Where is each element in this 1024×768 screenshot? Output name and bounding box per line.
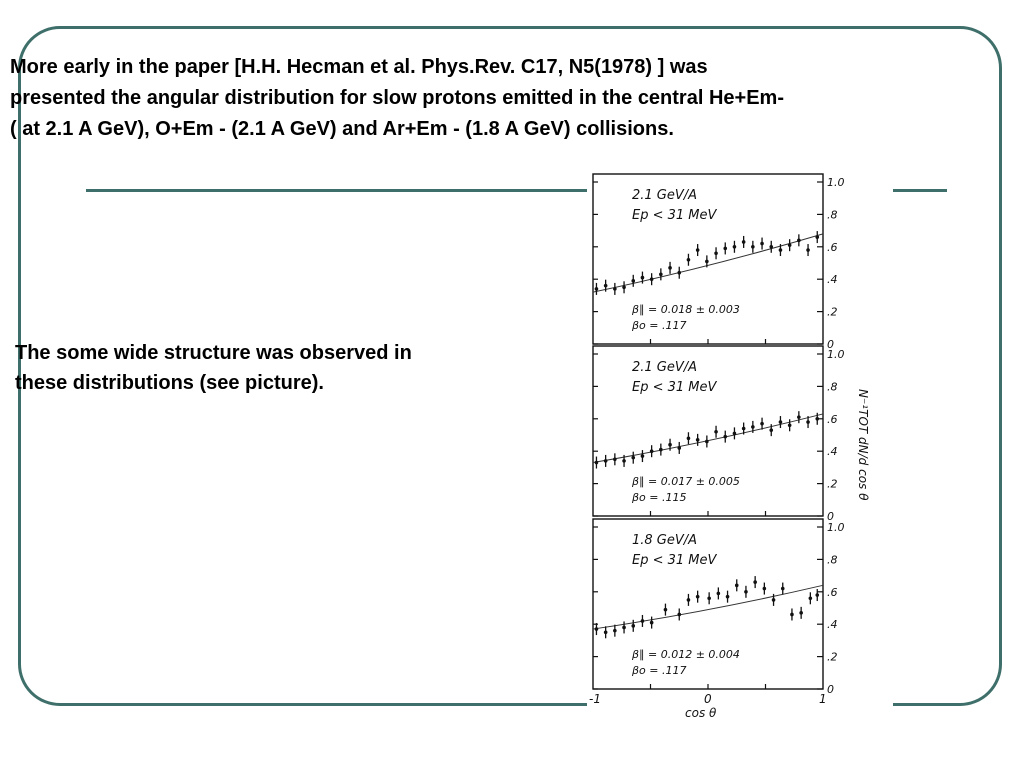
y-tick-label: 1.0 bbox=[827, 348, 845, 361]
data-point bbox=[613, 458, 617, 462]
data-point bbox=[788, 423, 792, 427]
data-point bbox=[779, 248, 783, 252]
intro-line-3: ( at 2.1 A GeV), O+Em - (2.1 A GeV) and Ar+Em - (1.8 A GeV) collisions. bbox=[10, 118, 674, 140]
data-point bbox=[641, 454, 645, 458]
data-point bbox=[650, 621, 654, 625]
annotation-cut: Ep < 31 MeV bbox=[632, 208, 717, 223]
data-point bbox=[707, 596, 711, 600]
data-point bbox=[717, 592, 721, 596]
y-tick-label: 1.0 bbox=[827, 521, 845, 534]
y-tick-label: .8 bbox=[827, 553, 838, 567]
y-tick-label: .8 bbox=[827, 208, 838, 222]
data-point bbox=[696, 248, 700, 252]
x-tick-label: 0 bbox=[704, 692, 712, 706]
data-point bbox=[753, 580, 757, 584]
intro-line-2: presented the angular distribution for slow protons emitted in the central He+Em- bbox=[10, 87, 784, 109]
data-point bbox=[687, 436, 691, 440]
divider-line-right bbox=[892, 189, 947, 192]
data-point bbox=[769, 428, 773, 432]
y-tick-label: .8 bbox=[827, 380, 838, 394]
data-point bbox=[650, 449, 654, 453]
data-point bbox=[687, 258, 691, 262]
annotation-beta-parallel: β∥ = 0.018 ± 0.003 bbox=[632, 303, 740, 316]
note-line-1: The some wide structure was observed in bbox=[15, 342, 412, 364]
intro-paragraph bbox=[10, 52, 1010, 145]
data-point bbox=[604, 284, 608, 288]
y-tick-label: .6 bbox=[827, 585, 838, 599]
data-point bbox=[677, 446, 681, 450]
annotation-beta-parallel: β∥ = 0.017 ± 0.005 bbox=[632, 475, 740, 488]
divider-line bbox=[86, 189, 592, 192]
data-point bbox=[705, 440, 709, 444]
data-point bbox=[815, 593, 819, 597]
y-tick-label: .6 bbox=[827, 412, 838, 426]
annotation-beta-zero: βo = .117 bbox=[632, 664, 687, 677]
data-point bbox=[664, 608, 668, 612]
x-tick-label: 1 bbox=[819, 692, 827, 706]
y-tick-label: .2 bbox=[827, 305, 838, 319]
y-tick-label: 1.0 bbox=[827, 176, 845, 189]
data-point bbox=[696, 438, 700, 442]
data-point bbox=[604, 459, 608, 463]
data-point bbox=[631, 624, 635, 628]
panel-1-frame bbox=[593, 174, 823, 344]
data-point bbox=[815, 417, 819, 421]
y-tick-label: .4 bbox=[827, 445, 838, 459]
data-point bbox=[622, 626, 626, 630]
data-point bbox=[677, 613, 681, 617]
data-point bbox=[772, 598, 776, 602]
x-tick-label: -1 bbox=[589, 692, 601, 706]
data-point bbox=[613, 629, 617, 633]
data-point bbox=[788, 243, 792, 247]
data-point bbox=[799, 611, 803, 615]
data-point bbox=[733, 245, 737, 249]
figure-svg bbox=[587, 167, 893, 717]
annotation-beta-zero: βo = .115 bbox=[632, 491, 687, 504]
annotation-beta-zero: βo = .117 bbox=[632, 319, 687, 332]
data-point bbox=[631, 279, 635, 283]
data-point bbox=[595, 287, 599, 291]
note-paragraph bbox=[15, 338, 555, 398]
data-point bbox=[815, 235, 819, 239]
data-point bbox=[714, 251, 718, 255]
data-point bbox=[790, 613, 794, 617]
data-point bbox=[650, 277, 654, 281]
data-point bbox=[763, 587, 767, 591]
panel-3-frame bbox=[593, 519, 823, 689]
data-point bbox=[797, 415, 801, 419]
y-tick-label: .4 bbox=[827, 618, 838, 632]
annotation-energy: 1.8 GeV/A bbox=[632, 533, 698, 548]
x-axis-label: cos θ bbox=[685, 706, 717, 717]
annotation-beta-parallel: β∥ = 0.012 ± 0.004 bbox=[632, 648, 740, 661]
data-point bbox=[595, 461, 599, 465]
y-tick-label: .6 bbox=[827, 240, 838, 254]
data-point bbox=[781, 587, 785, 591]
annotation-energy: 2.1 GeV/A bbox=[632, 188, 698, 203]
y-tick-label: 0 bbox=[827, 338, 834, 351]
annotation-cut: Ep < 31 MeV bbox=[632, 380, 717, 395]
annotation-energy: 2.1 GeV/A bbox=[632, 360, 698, 375]
data-point bbox=[779, 420, 783, 424]
y-tick-label: .2 bbox=[827, 650, 838, 664]
data-point bbox=[659, 448, 663, 452]
fit-curve bbox=[593, 234, 823, 292]
data-point bbox=[604, 631, 608, 635]
data-point bbox=[622, 459, 626, 463]
panel-2-frame bbox=[593, 346, 823, 516]
data-point bbox=[595, 627, 599, 631]
data-point bbox=[668, 443, 672, 447]
data-point bbox=[659, 273, 663, 277]
data-point bbox=[809, 596, 813, 600]
intro-line-1: More early in the paper [H.H. Hecman et al. Phys.Rev. C17, N5(1978) ] was bbox=[10, 56, 708, 78]
data-point bbox=[742, 427, 746, 431]
fit-curve bbox=[593, 585, 823, 629]
data-point bbox=[797, 239, 801, 243]
data-point bbox=[631, 456, 635, 460]
data-point bbox=[806, 248, 810, 252]
data-point bbox=[668, 266, 672, 270]
angular-distribution-figure bbox=[587, 167, 893, 717]
data-point bbox=[760, 242, 764, 246]
data-point bbox=[806, 420, 810, 424]
annotation-cut: Ep < 31 MeV bbox=[632, 553, 717, 568]
data-point bbox=[723, 435, 727, 439]
data-point bbox=[726, 595, 730, 599]
data-point bbox=[723, 247, 727, 251]
data-point bbox=[751, 425, 755, 429]
data-point bbox=[714, 430, 718, 434]
y-tick-label: 0 bbox=[827, 683, 834, 696]
data-point bbox=[677, 271, 681, 275]
data-point bbox=[687, 598, 691, 602]
y-axis-label: N⁻¹TOT dN/d cos θ bbox=[856, 389, 870, 501]
data-point bbox=[760, 422, 764, 426]
data-point bbox=[641, 276, 645, 280]
data-point bbox=[742, 240, 746, 244]
data-point bbox=[622, 286, 626, 290]
note-line-2: these distributions (see picture). bbox=[15, 372, 324, 394]
data-point bbox=[751, 245, 755, 249]
fit-curve bbox=[593, 414, 823, 463]
data-point bbox=[705, 260, 709, 264]
data-point bbox=[696, 595, 700, 599]
y-tick-label: .4 bbox=[827, 273, 838, 287]
data-point bbox=[641, 619, 645, 623]
data-point bbox=[735, 584, 739, 588]
data-point bbox=[744, 590, 748, 594]
data-point bbox=[613, 287, 617, 291]
data-point bbox=[733, 432, 737, 436]
data-point bbox=[769, 245, 773, 249]
y-tick-label: .2 bbox=[827, 477, 838, 491]
y-tick-label: 0 bbox=[827, 510, 834, 523]
